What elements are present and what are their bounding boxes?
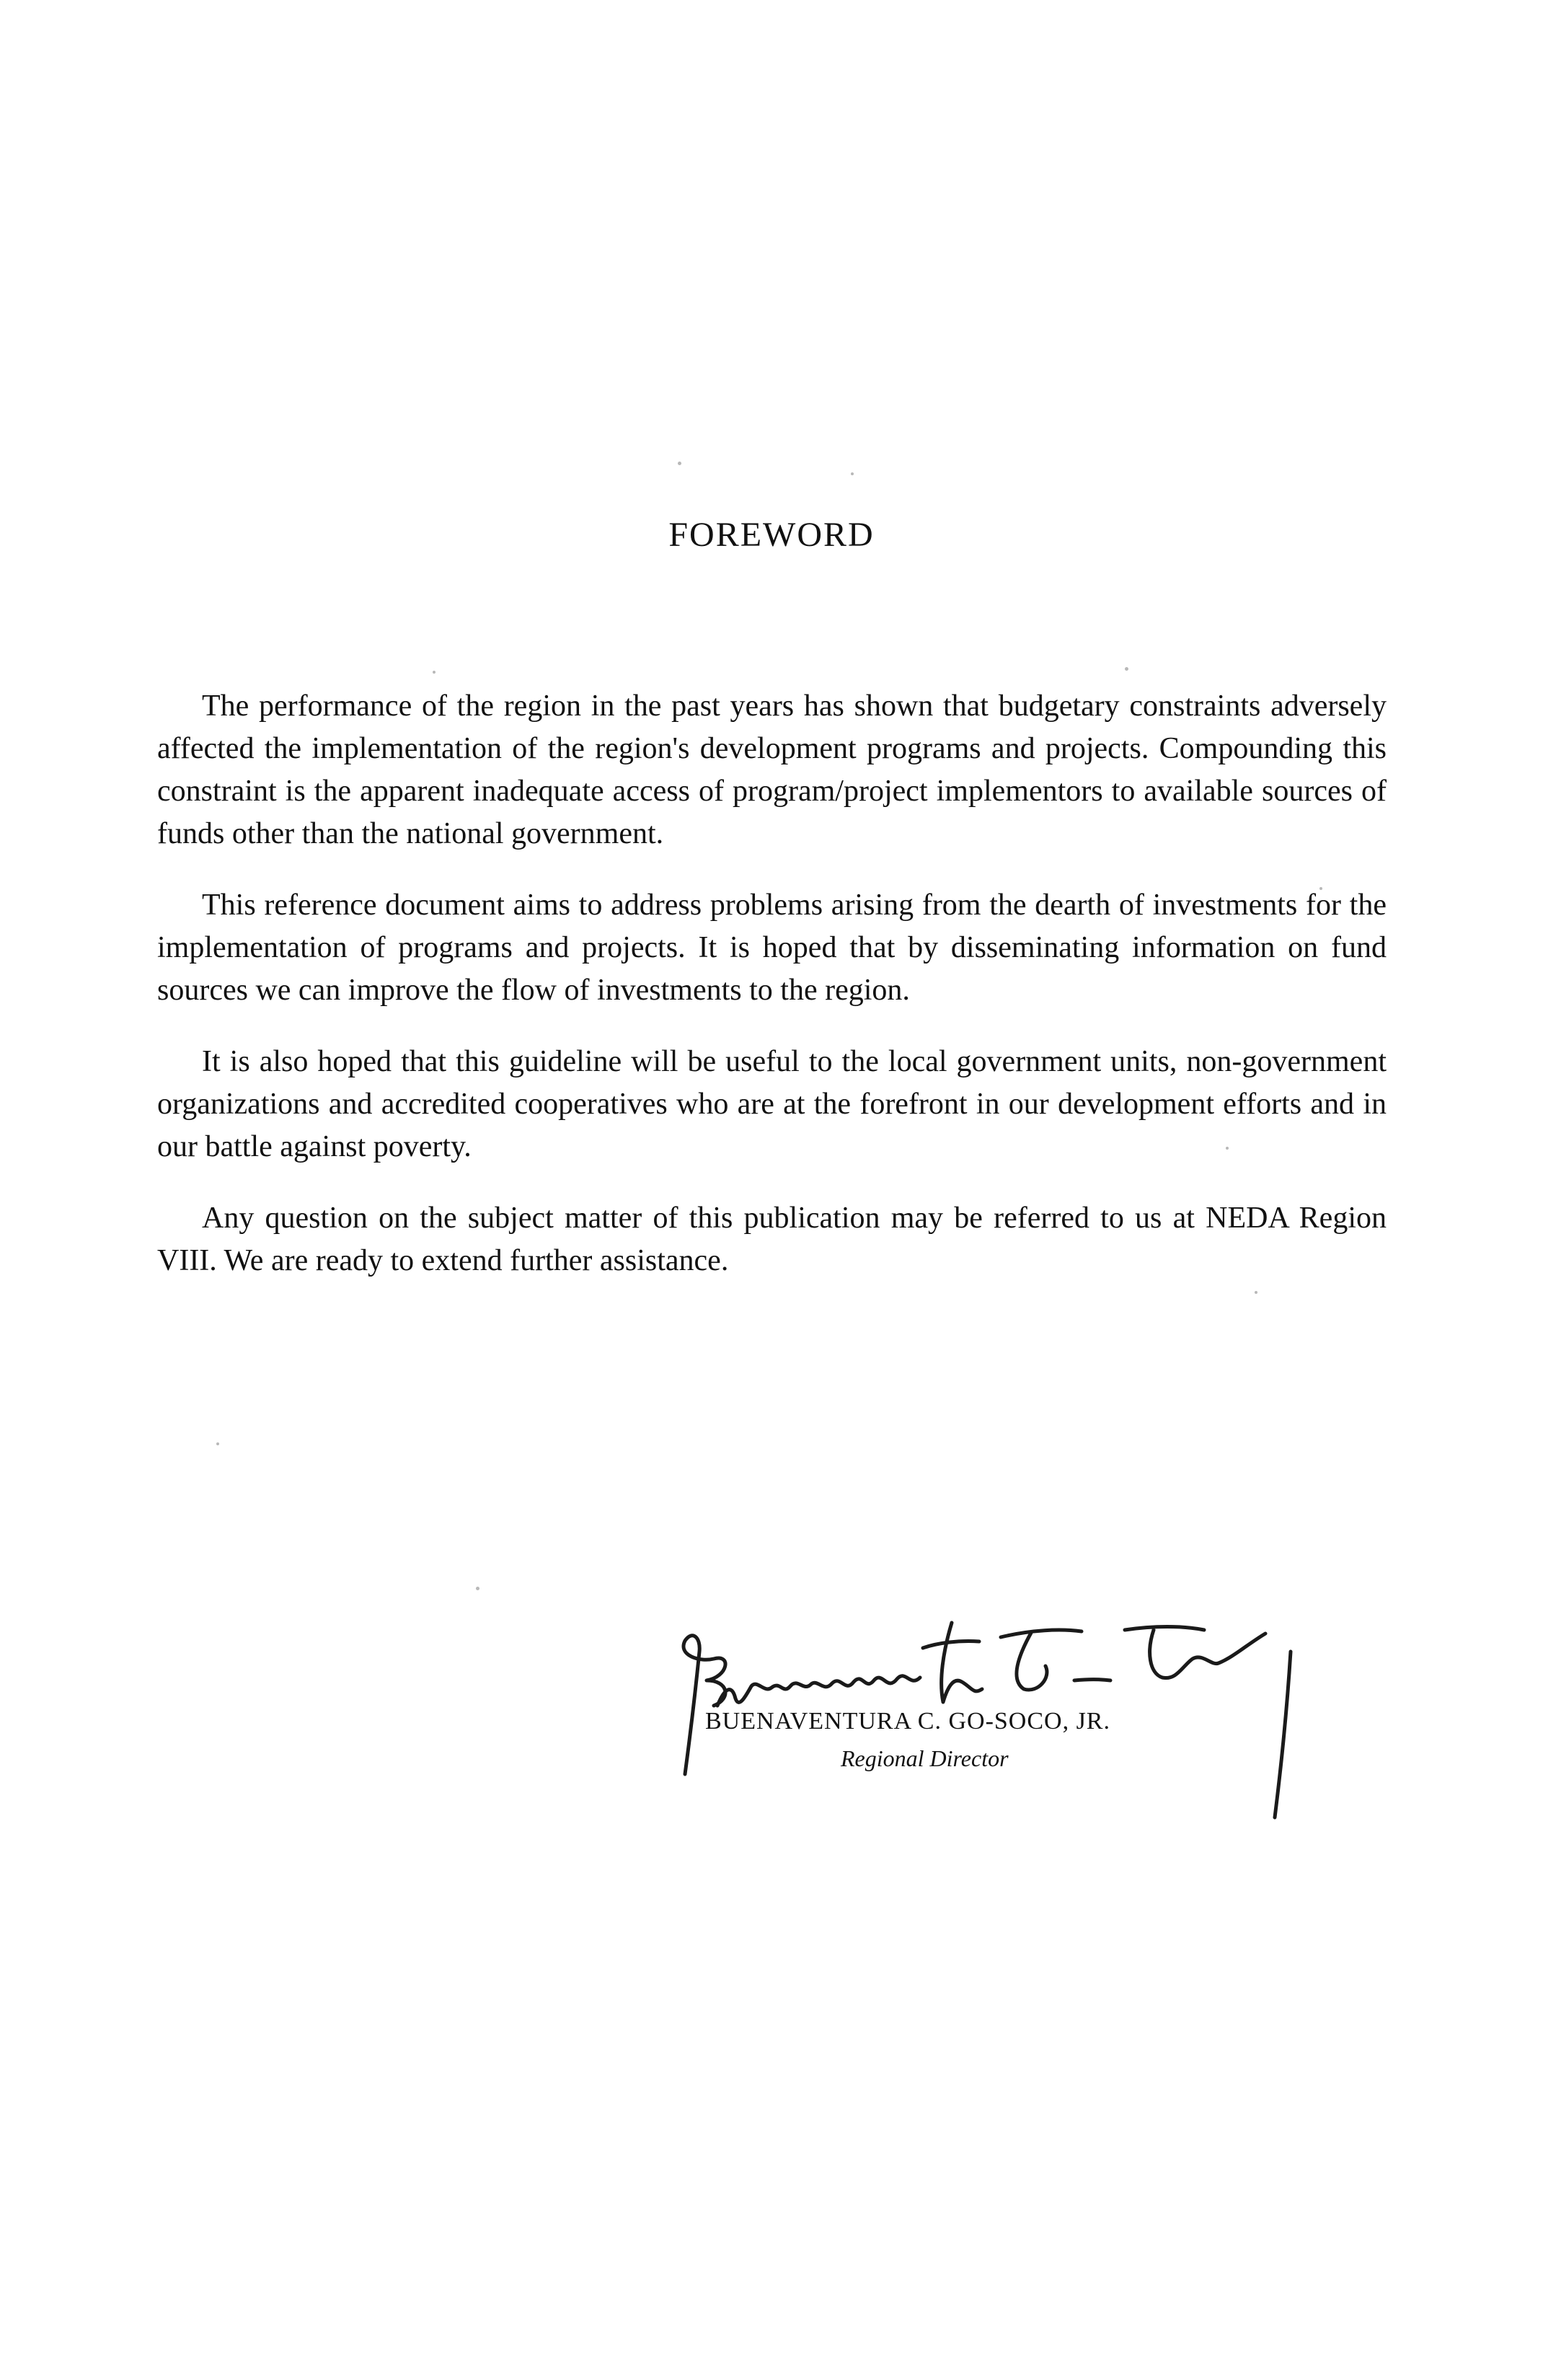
scan-noise: [476, 1587, 479, 1590]
scan-noise: [678, 462, 681, 465]
signatory-title: Regional Director: [841, 1745, 1009, 1771]
signatory-name: BUENAVENTURA C. GO-SOCO, JR.: [705, 1708, 1110, 1735]
scan-noise: [851, 472, 854, 475]
paragraph-budget-constraints: The performance of the region in the past years has shown that budgetary constraints adversely affected the implementation of the region's development programs and projects. Compounding this constraint is the apparent inadequate access of program/project implementors to available sources of funds other than the national government.: [157, 689, 1387, 850]
scan-noise: [1125, 667, 1128, 671]
paragraph-usefulness: It is also hoped that this guideline will be useful to the local government units, non-government organizations and accredited cooperatives who are at the forefront in our development efforts and in our battle against poverty.: [157, 1045, 1387, 1163]
scan-noise: [433, 671, 436, 674]
scan-noise: [216, 1442, 219, 1445]
page-title: FOREWORD: [668, 516, 875, 555]
foreword-body: [157, 685, 1387, 1311]
paragraph-document-aim: This reference document aims to address problems arising from the dearth of investments for the implementation of programs and projects. It is hoped that by disseminating information on fund sources we can improve the flow of investments to the region.: [157, 889, 1387, 1007]
paragraph-contact: Any question on the subject matter of this publication may be referred to us at NEDA Region VIII. We are ready to extend further assistance.: [157, 1202, 1387, 1277]
signature-block: [656, 1608, 1319, 1825]
